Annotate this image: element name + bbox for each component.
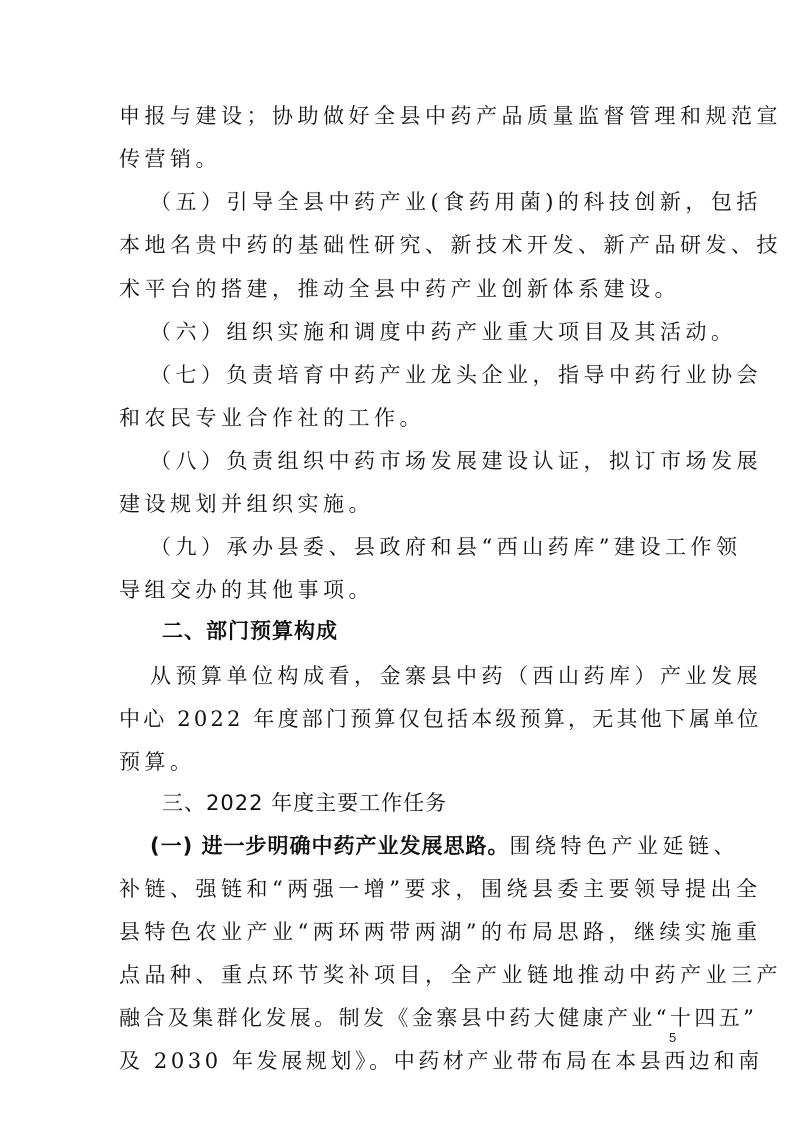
- text-line: 申报与建设；协助做好全县中药产品质量监督管理和规范宣: [119, 104, 782, 128]
- text-line: 县特色农业产业“两环两带两湖”的布局思路，继续实施重: [119, 920, 762, 944]
- text-line: （九）承办县委、县政府和县“西山药库”建设工作领: [150, 535, 742, 559]
- text-line: （七）负责培育中药产业龙头企业，指导中药行业协会: [150, 363, 762, 387]
- text-line: 导组交办的其他事项。: [119, 578, 374, 602]
- text-line: （八）负责组织中药市场发展建设认证，拟订市场发展: [150, 449, 762, 473]
- text-line: 建设规划并组织实施。: [119, 492, 374, 516]
- section-heading: 三、2022 年度主要工作任务: [162, 791, 448, 815]
- text-line: 及 2030 年发展规划》。中药材产业带布局在本县西边和南: [119, 1049, 763, 1073]
- text-line: 预算。: [119, 750, 196, 774]
- page-number: 5: [669, 1030, 677, 1045]
- text-span: 围绕特色产业延链、: [509, 834, 740, 858]
- text-line: 和农民专业合作社的工作。: [119, 406, 425, 430]
- text-line: 从预算单位构成看，金寨县中药（西山药库）产业发展: [150, 664, 762, 688]
- text-line: [150, 833, 739, 859]
- section-heading: 二、部门预算构成: [162, 619, 338, 643]
- text-line: 点品种、重点环节奖补项目，全产业链地推动中药产业三产: [119, 963, 782, 987]
- text-line: 传营销。: [119, 147, 221, 171]
- text-line: （六）组织实施和调度中药产业重大项目及其活动。: [150, 320, 737, 344]
- bold-lead-text: (一) 进一步明确中药产业发展思路。: [150, 834, 510, 858]
- text-line: 术平台的搭建，推动全县中药产业创新体系建设。: [119, 277, 680, 301]
- text-line: （五）引导全县中药产业(食药用菌)的科技创新，包括: [150, 190, 762, 214]
- text-line: 本地名贵中药的基础性研究、新技术开发、新产品研发、技: [119, 233, 782, 257]
- text-line: 补链、强链和“两强一增”要求，围绕县委主要领导提出全: [119, 877, 762, 901]
- text-line: 中心 2022 年度部门预算仅包括本级预算，无其他下属单位: [119, 707, 762, 731]
- text-line: 融合及集群化发展。制发《金寨县中药大健康产业“十四五”: [119, 1006, 758, 1030]
